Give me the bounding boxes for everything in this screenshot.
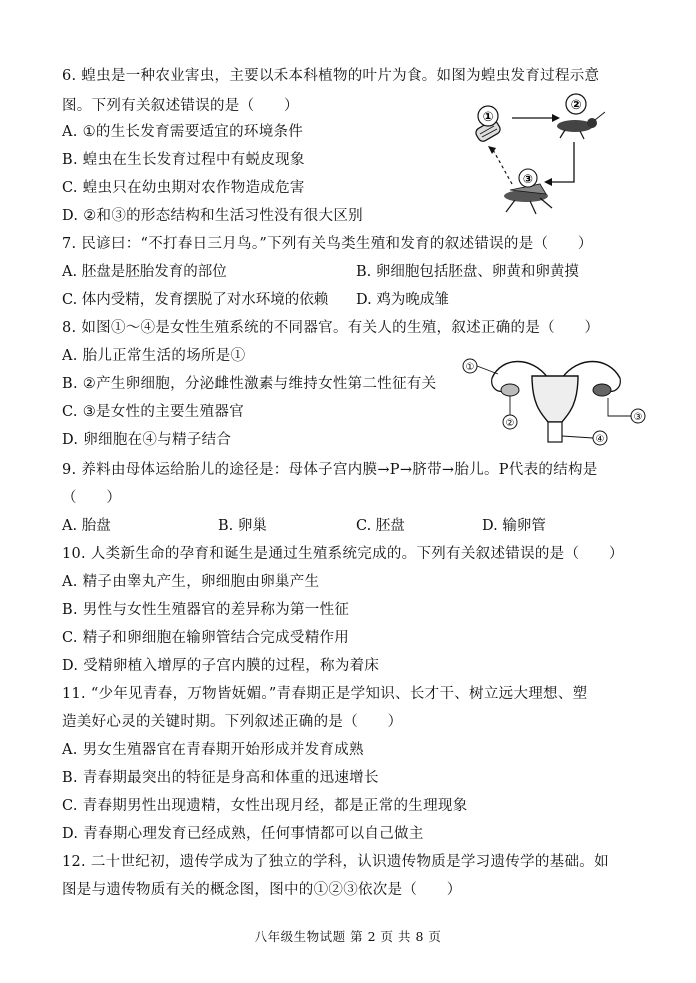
q10-option-a: A. 精子由睾丸产生，卵细胞由卵巢产生 (62, 574, 320, 590)
fig8-label-1: ① (465, 362, 475, 373)
q11-stem-line2: 造美好心灵的关键时期。下列叙述正确的是（ ） (62, 714, 403, 730)
q12-stem-line2: 图是与遗传物质有关的概念图，图中的①②③依次是（ ） (62, 882, 462, 898)
fig8-label-4: ④ (595, 434, 605, 445)
q8-option-a: A. 胎儿正常生活的场所是① (62, 348, 246, 364)
q9-option-a: A. 胎盘 (62, 518, 111, 534)
q11-option-d: D. 青春期心理发育已经成熟，任何事情都可以自己做主 (62, 826, 424, 842)
q6-stem-line2: 图。下列有关叙述错误的是（ ） (62, 98, 299, 114)
q12-stem-line1: 12. 二十世纪初，遗传学成为了独立的学科，认识遗传物质是学习遗传学的基础。如 (62, 854, 609, 870)
q11-stem-line1: 11. “少年见青春，万物皆妩媚。”青春期正是学知识、长才干、树立远大理想、塑 (62, 686, 588, 702)
q11-option-a: A. 男女生殖器官在青春期开始形成并发育成熟 (62, 742, 364, 758)
q6-option-c: C. 蝗虫只在幼虫期对农作物造成危害 (62, 180, 305, 196)
q11-option-b: B. 青春期最突出的特征是身高和体重的迅速增长 (62, 770, 379, 786)
q11-option-c: C. 青春期男性出现遗精，女性出现月经，都是正常的生理现象 (62, 798, 468, 814)
q10-option-c: C. 精子和卵细胞在输卵管结合完成受精作用 (62, 630, 350, 646)
q7-stem: 7. 民谚曰：“不打春日三月鸟。”下列有关鸟类生殖和发育的叙述错误的是（ ） (62, 236, 593, 252)
q6-option-a: A. ①的生长发育需要适宜的环境条件 (62, 124, 304, 140)
fig-label-3: ③ (522, 172, 534, 186)
female-reproductive-system-figure (462, 348, 648, 448)
q8-option-c: C. ③是女性的主要生殖器官 (62, 404, 244, 420)
q8-stem: 8. 如图①～④是女性生殖系统的不同器官。有关人的生殖，叙述正确的是（ ） (62, 320, 600, 336)
q9-stem-line2: （ ） (62, 490, 122, 506)
q8-option-b: B. ②产生卵细胞，分泌雌性激素与维持女性第二性征有关 (62, 376, 437, 392)
q9-option-d: D. 输卵管 (482, 518, 546, 534)
adult-locust-icon (504, 184, 552, 214)
nymph-icon (557, 112, 605, 139)
q6-option-d: D. ②和③的形态结构和生活习性没有很大区别 (62, 208, 363, 224)
q7-option-d: D. 鸡为晚成雏 (356, 292, 449, 308)
fig-label-1: ① (482, 110, 494, 125)
fig-label-2: ② (570, 98, 582, 113)
locust-life-cycle-figure (470, 90, 625, 220)
q7-option-b: B. 卵细胞包括胚盘、卵黄和卵黄摸 (356, 264, 579, 280)
q10-option-b: B. 男性与女性生殖器官的差异称为第一性征 (62, 602, 350, 618)
q9-stem-line1: 9. 养料由母体运给胎儿的途径是：母体子宫内膜→P→脐带→胎儿。P代表的结构是 (62, 462, 598, 478)
q7-option-c: C. 体内受精，发育摆脱了对水环境的依赖 (62, 292, 329, 308)
q6-stem-line1: 6. 蝗虫是一种农业害虫，主要以禾本科植物的叶片为食。如图为蝗虫发育过程示意 (62, 68, 600, 84)
fig8-label-3: ③ (633, 412, 643, 423)
q10-option-d: D. 受精卵植入增厚的子宫内膜的过程，称为着床 (62, 658, 380, 674)
q10-stem: 10. 人类新生命的孕育和诞生是通过生殖系统完成的。下列有关叙述错误的是（ ） (62, 546, 624, 562)
q7-option-a: A. 胚盘是胚胎发育的部位 (62, 264, 227, 280)
q8-option-d: D. 卵细胞在④与精子结合 (62, 432, 232, 448)
q6-option-b: B. 蝗虫在生长发育过程中有蜕皮现象 (62, 152, 305, 168)
fig8-label-2: ② (505, 418, 515, 429)
q9-option-b: B. 卵巢 (218, 518, 267, 534)
q9-option-c: C. 胚盘 (356, 518, 405, 534)
page-footer: 八年级生物试题 第 2 页 共 8 页 (254, 929, 442, 944)
